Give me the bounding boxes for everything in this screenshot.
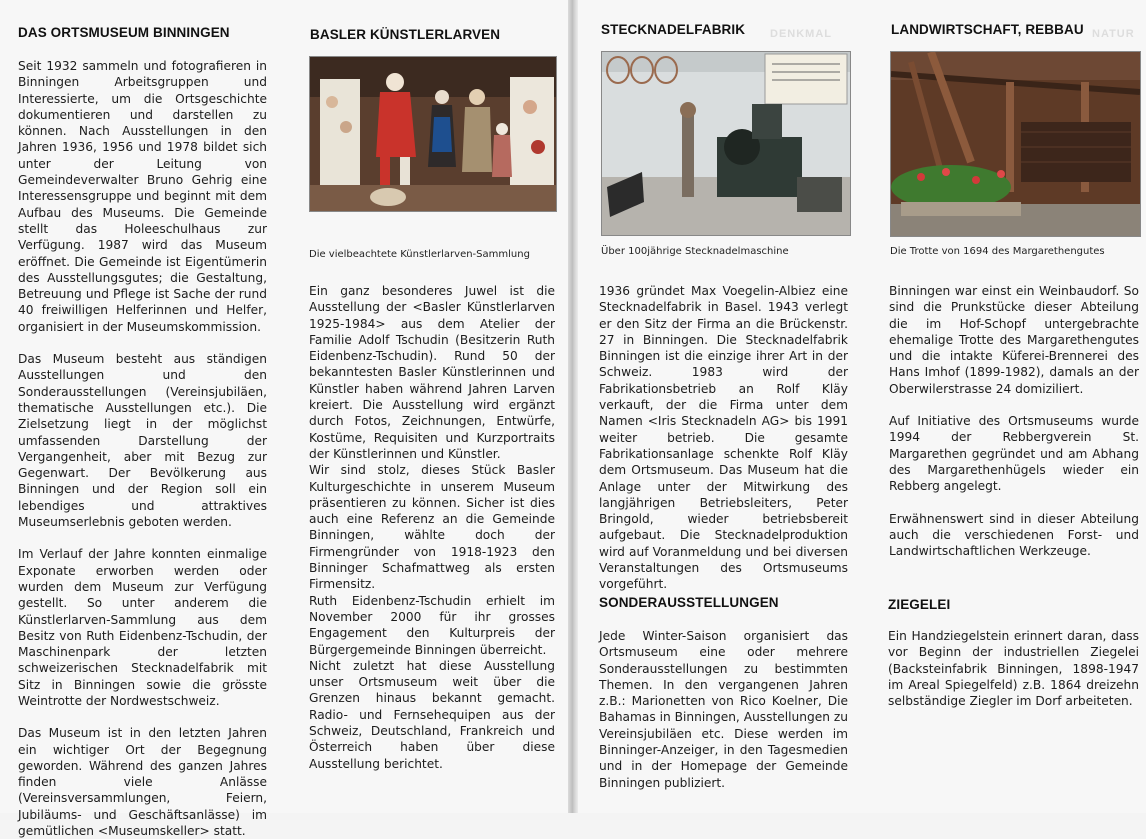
heading-landwirtschaft: LANDWIRTSCHAFT, REBBAU <box>891 22 1084 37</box>
paragraph: Ein Handziegelstein erinnert daran, dass vor Beginn der industriellen Ziegelei (Backsteinfabrik Binningen, 1898-1947 im Areal Spiegelfeld) z.B. 1864 dreizehn selbständige Ziegler im Dorf arbeiteten. <box>888 629 1139 709</box>
column-ortsmuseum <box>18 25 267 839</box>
paragraph: Wir sind stolz, dieses Stück Basler Kulturgeschichte in unserem Museum präsentieren zu können. Sicher ist dies auch eine Referenz an die Gemeinde Binningen, wählte doch der Firmengründer von 1918-1923 den Binninger Schafmattweg als ersten Firmensitz. <box>309 463 555 592</box>
paragraph: Ruth Eidenbenz-Tschudin erhielt im November 2000 für ihr grosses Engagement den Kulturpreis der Bürgergemeinde Binningen überreicht. <box>309 593 555 657</box>
heading-ortsmuseum: DAS ORTSMUSEUM BINNINGEN <box>18 25 230 40</box>
paragraph: Auf Initiative des Ortsmuseums wurde 1994 der Rebbergverein St. Margarethen gegründet und am Abhang des Margarethenhügels wieder ein Rebberg angelegt. <box>889 414 1139 494</box>
heading-kuenstlerlarven: BASLER KÜNSTLERLARVEN <box>310 27 501 42</box>
paragraph: Das Museum besteht aus ständigen Ausstellungen und den Sonderausstellungen (Vereinsjubiläen, thematische Ausstellungen etc.). Die Zielsetzung liegt in der möglichst umfassenden Darstellung der Vergangenheit, aber mit Bezug zur Gegenwart. Der Bevölkerung aus Binningen und der Region soll ein lebendiges und attraktives Museumserlebnis geboten werden. <box>18 352 267 530</box>
photo-stecknadelmaschine <box>601 51 851 236</box>
faded-print-through: DENKMAL <box>770 28 832 40</box>
caption-kuenstlerlarven: Die vielbeachtete Künstlerlarven-Sammlung <box>309 249 530 260</box>
column-stecknadelfabrik <box>599 283 848 593</box>
column-sonderausstellungen <box>599 628 848 791</box>
paragraph: 1936 gründet Max Voegelin-Albiez eine Stecknadelfabrik in Basel. 1943 verlegt er den Sitz der Firma an die Brückenstr. 27 in Binningen. Die Stecknadelfabrik Binningen ist die einzige ihrer Art in der Schweiz. 1983 wird der Fabrikationsbetrieb an Rolf Kläy verkauft, der die Firma unter dem Namen <Iris Stecknadeln AG> bis 1991 weiter betrieb. Die gesamte Fabrikationsanlage schenkte Rolf Kläy dem Ortsmuseum. Das Museum hat die Anlage unter der Mitwirkung des langjährigen Betriebsleiters, Peter Bringold, wieder betriebsbereit aufgebaut. Die Stecknadelproduktion wird auf Voranmeldung und bei diversen Veranstaltungen des Ortsmuseums vorgeführt. <box>599 284 848 592</box>
photo-trotte <box>890 51 1141 237</box>
photo-kuenstlerlarven <box>309 56 557 212</box>
paragraph: Binningen war einst ein Weinbaudorf. So sind die Prunkstücke dieser Abteilung die im Hof-Schopf untergebrachte ehemalige Trotte des Margarethengutes und die intakte Küferei-Brennerei des Hans Imhof (1899-1982), damals an der Oberwilerstrasse 24 domiziliert. <box>889 284 1139 396</box>
paragraph: Jede Winter-Saison organisiert das Ortsmuseum eine oder mehrere Sonderausstellungen zu bestimmten Themen. In den vergangenen Jahren z.B.: Marionetten von Rico Koelner, Die Bahamas in Binningen, Ausstellungen zu Vereinsjubiläen etc. Diese werden im Binninger-Anzeiger, in den Tagesmedien und in der Homepage der Gemeinde Binningen publiziert. <box>599 629 848 790</box>
paragraph: Im Verlauf der Jahre konnten einmalige Exponate erworben werden oder wurden dem Museum zur Verfügung gestellt. So unter anderem die Künstlerlarven-Sammlung aus dem Besitz von Ruth Eidenbenz-Tschudin, der Maschinenpark der letzten schweizerischen Stecknadelfabrik mit Sitz in Binningen sowie die grösste Weintrotte der Nordwestschweiz. <box>18 547 267 708</box>
paragraph: Seit 1932 sammeln und fotografieren in Binningen Arbeitsgruppen und Interessierte, um die Ortsgeschichte dokumentieren und darstellen zu können. Nach Ausstellungen in den Jahren 1936, 1956 und 1978 bildet sich unter der Leitung von Gemeindeverwalter Bruno Gehrig eine Interessensgruppe und beginnt mit dem Aufbau des Museums. Die Gemeinde stellt das Holeeschulhaus zur Verfügung. 1987 wird das Museum eröffnet. Die Gemeinde ist Eigentümerin des Ausstellungsgutes; die Gestaltung, Betreuung und Pflege ist Sache der rund 40 freiwilligen Helferinnen und Helfer, organisiert in der Museumskommission. <box>18 59 267 334</box>
paragraph: Erwähnenswert sind in dieser Abteilung auch die verschiedenen Forst- und Landwirtschaftlichen Werkzeuge. <box>889 511 1139 559</box>
heading-ziegelei: ZIEGELEI <box>888 597 951 612</box>
column-ziegelei <box>888 628 1139 709</box>
paragraph: Ein ganz besonderes Juwel ist die Ausstellung der <Basler Künstlerlarven 1925-1984> aus dem Atelier der Familie Adolf Tschudin (Besitzerin Ruth Eidenbenz-Tschudin). Rund 50 der bekanntesten Basler Künstlerinnen und Künstler haben während Jahren Larven kreiert. Die Ausstellung wird ergänzt durch Fotos, Zeichnungen, Entwürfe, Kostüme, Requisiten und Kurzportraits der Künstlerinnen und Künstler. <box>309 284 555 461</box>
paragraph: Das Museum ist in den letzten Jahren ein wichtiger Ort der Begegnung geworden. Während des ganzen Jahres finden viele Anlässe (Vereinsversammlungen, Feiern, Jubiläums- und Geschäftsanlässe) im gemütlichen <Museumskeller> statt. <box>18 726 267 839</box>
page-gutter <box>568 0 578 813</box>
paragraph: Nicht zuletzt hat diese Ausstellung unser Ortsmuseum weit über die Grenzen hinaus bekannt gemacht. Radio- und Fernsehequipen aus der Schweiz, Deutschland, Frankreich und Österreich haben über diese Ausstellung berichtet. <box>309 658 555 771</box>
caption-stecknadelmaschine: Über 100jährige Stecknadelmaschine <box>601 246 789 257</box>
heading-sonderausstellungen: SONDERAUSSTELLUNGEN <box>599 595 779 610</box>
heading-stecknadelfabrik: STECKNADELFABRIK <box>601 22 746 37</box>
faded-print-through: NATUR <box>1092 28 1135 40</box>
caption-trotte: Die Trotte von 1694 des Margarethengutes <box>890 246 1105 257</box>
column-landwirtschaft <box>889 283 1139 559</box>
column-kuenstlerlarven <box>309 283 555 772</box>
